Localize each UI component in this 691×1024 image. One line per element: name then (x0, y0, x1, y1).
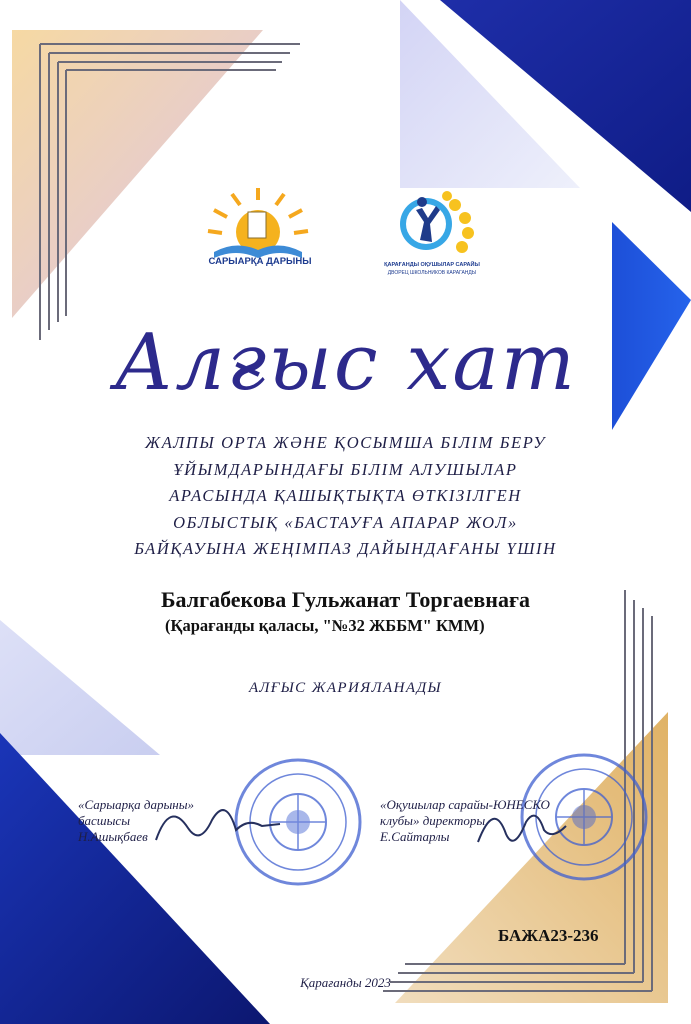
right-signature-block (380, 797, 550, 845)
left-signer-role: басшысы (78, 813, 130, 828)
footer-place-year: Қарағанды 2023 (300, 975, 391, 990)
oqushylar-sarayy-logo (400, 191, 474, 253)
reason-line: ЖАЛПЫ ОРТА ЖӘНЕ ҚОСЫМША БІЛІМ БЕРУ (145, 433, 546, 452)
left-signature-block (78, 797, 194, 845)
right-logo-caption: ҚАРАҒАНДЫ ОҚУШЫЛАР САРАЙЫ (384, 262, 480, 268)
recipient-organization: (Қарағанды қаласы, "№32 ЖББМ" КММ) (165, 616, 485, 635)
reason-line: ҰЙЫМДАРЫНДАҒЫ БІЛІМ АЛУШЫЛАР (173, 459, 518, 479)
recipient-name: Балгабекова Гульжанат Торгаевнаға (161, 587, 530, 612)
right-signer-name: Е.Сайтарлы (380, 829, 450, 844)
right-signer-role: клубы» директоры (380, 813, 486, 828)
certificate-code: БАЖА23-236 (498, 926, 599, 945)
reason-line: ОБЛЫСТЫҚ «БАСТАУҒА АПАРАР ЖОЛ» (173, 512, 518, 532)
sary-arka-daryny-logo (208, 188, 308, 258)
corner-gold-bottom-right (395, 712, 668, 1003)
reason-line: БАЙҚАУЫНА ЖЕҢІМПАЗ ДАЙЫНДАҒАНЫ ҮШІН (134, 539, 557, 558)
reason-line: АРАСЫНДА ҚАШЫҚТЫҚТА ӨТКІЗІЛГЕН (169, 486, 522, 505)
left-signer-org: «Сарыарқа дарыны» (78, 797, 195, 812)
right-signer-org: «Оқушылар сарайы-ЮНЕСКО (380, 797, 550, 812)
announcement-text: АЛҒЫС ЖАРИЯЛАНАДЫ (248, 680, 443, 696)
certificate-title: Алғыс хат (114, 318, 577, 408)
left-official-stamp (236, 760, 360, 884)
left-signer-name: Н.Ашықбаев (78, 829, 148, 844)
award-reason (0, 430, 691, 563)
left-logo-caption: САРЫАРҚА ДАРЫНЫ (208, 256, 312, 267)
right-logo-subcaption: ДВОРЕЦ ШКОЛЬНИКОВ КАРАГАНДЫ (387, 270, 477, 276)
